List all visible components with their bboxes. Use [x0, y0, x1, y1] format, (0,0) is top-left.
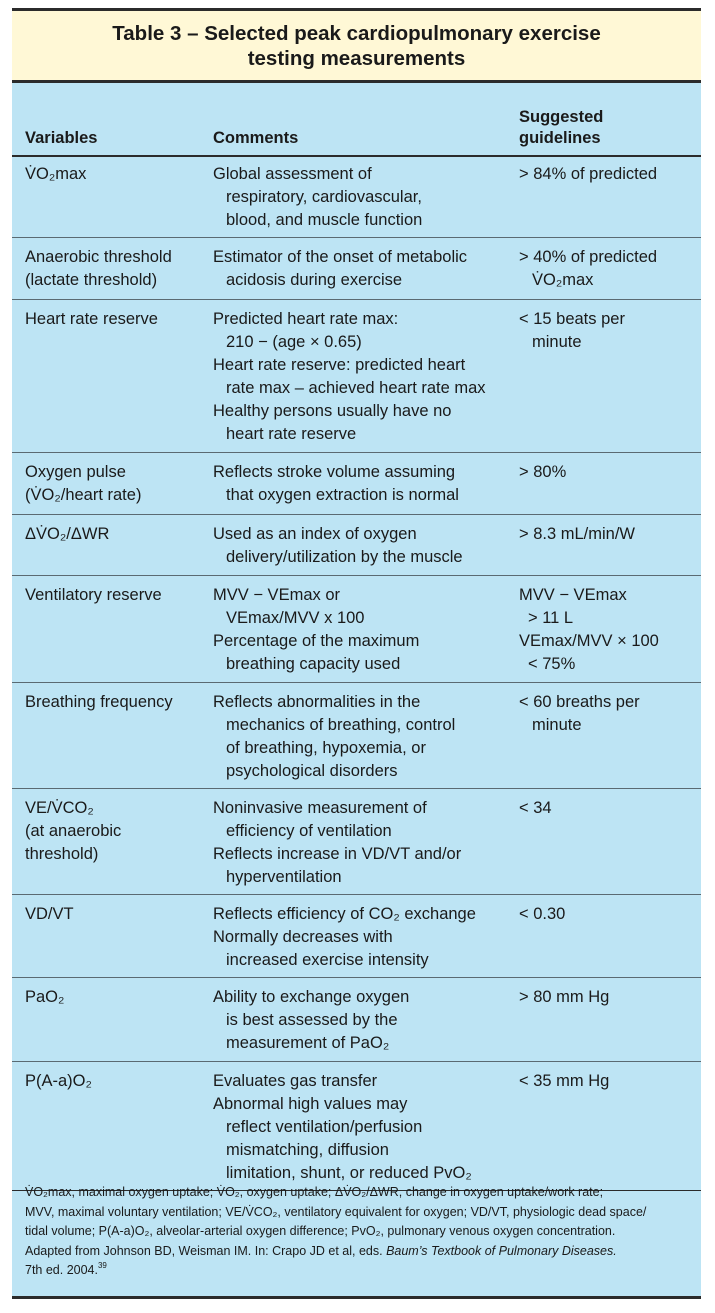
cell-line: Estimator of the onset of metabolic [213, 248, 468, 266]
cell-line: Ability to exchange oxygen [213, 988, 410, 1006]
cell-line: (V̇O₂/heart rate) [25, 486, 142, 504]
cell-line: minute [532, 716, 582, 734]
cell-line: acidosis during exercise [226, 271, 403, 289]
guidelines-cell [519, 461, 694, 484]
table-row [12, 515, 701, 576]
cell-line: < 34 [519, 799, 552, 817]
cell-line: PaO₂ [25, 988, 65, 1006]
cell-line: measurement of PaO₂ [226, 1034, 390, 1052]
comments-cell [213, 691, 513, 783]
footnote-edition: 7th ed. 2004. [25, 1263, 98, 1277]
cell-line: mechanics of breathing, control [226, 716, 456, 734]
cell-line: Reflects stroke volume assuming [213, 463, 456, 481]
cell-line: (at anaerobic [25, 822, 122, 840]
cell-line: that oxygen extraction is normal [226, 486, 459, 504]
cell-line: VE/V̇CO₂ [25, 799, 94, 817]
comments-cell [213, 986, 513, 1055]
cell-line: P(A-a)O₂ [25, 1072, 92, 1090]
comments-cell [213, 1070, 513, 1185]
cell-line: Heart rate reserve [25, 310, 158, 328]
cell-line: < 75% [528, 655, 576, 673]
cell-line: < 15 beats per [519, 310, 625, 328]
comments-cell [213, 163, 513, 232]
comments-cell [213, 523, 513, 569]
header-comments: Comments [213, 129, 299, 147]
footnote-line [25, 1261, 693, 1281]
variable-cell [25, 797, 205, 866]
guidelines-cell [519, 797, 694, 820]
cell-line: > 8.3 mL/min/W [519, 525, 635, 543]
cell-line: Heart rate reserve: predicted heart [213, 356, 466, 374]
cell-line: rate max – achieved heart rate max [226, 379, 486, 397]
cell-line: mismatching, diffusion [226, 1141, 389, 1159]
header-guidelines-line-1: Suggested [519, 108, 604, 126]
variable-cell [25, 986, 205, 1009]
header-guidelines-line-2: guidelines [519, 129, 601, 147]
table-title [12, 11, 701, 83]
cell-line: psychological disorders [226, 762, 398, 780]
footnote-line [25, 1242, 693, 1262]
variable-cell [25, 163, 205, 186]
comments-cell [213, 246, 513, 292]
cell-line: hyperventilation [226, 868, 342, 886]
cell-line: Ventilatory reserve [25, 586, 162, 604]
variable-cell [25, 1070, 205, 1093]
cell-line: MVV − VEmax [519, 586, 627, 604]
cell-line: < 35 mm Hg [519, 1072, 610, 1090]
cell-line: ΔV̇O₂/ΔWR [25, 525, 110, 543]
cell-line: > 11 L [528, 609, 574, 627]
cell-line: Percentage of the maximum [213, 632, 420, 650]
table-row [12, 895, 701, 978]
cell-line: Evaluates gas transfer [213, 1072, 378, 1090]
cell-line: < 0.30 [519, 905, 566, 923]
guidelines-cell [519, 163, 694, 186]
cell-line: VD/VT [25, 905, 74, 923]
cell-line: Reflects efficiency of CO₂ exchange [213, 905, 476, 923]
cell-line: 210 − (age × 0.65) [226, 333, 362, 351]
guidelines-cell [519, 584, 694, 676]
guidelines-cell [519, 691, 694, 737]
cell-line: heart rate reserve [226, 425, 357, 443]
comments-cell [213, 797, 513, 889]
comments-cell [213, 461, 513, 507]
variable-cell [25, 246, 205, 292]
cell-line: reflect ventilation/perfusion [226, 1118, 423, 1136]
table-row [12, 1062, 701, 1191]
variable-cell [25, 461, 205, 507]
cell-line: > 80% [519, 463, 567, 481]
cell-line: Global assessment of [213, 165, 372, 183]
table-row [12, 683, 701, 789]
variable-cell [25, 691, 205, 714]
variable-cell [25, 903, 205, 926]
cell-line: > 80 mm Hg [519, 988, 610, 1006]
variable-cell [25, 308, 205, 331]
footnote-line: MVV, maximal voluntary ventilation; VE/V̇CO₂, ventilatory equivalent for oxygen; VD/VT, physiologic dead space/ [25, 1204, 647, 1219]
cell-line: breathing capacity used [226, 655, 401, 673]
cell-line: Breathing frequency [25, 693, 173, 711]
title-line-2: testing measurements [247, 46, 466, 70]
guidelines-cell [519, 986, 694, 1009]
cell-line: threshold) [25, 845, 99, 863]
footnote-line: V̇O₂max, maximal oxygen uptake; V̇O₂, oxygen uptake; ΔV̇O₂/ΔWR, change in oxygen uptake/work rate; [25, 1185, 604, 1199]
variable-cell [25, 523, 205, 546]
cell-line: Reflects increase in VD/VT and/or [213, 845, 462, 863]
cell-line: > 84% of predicted [519, 165, 658, 183]
guidelines-cell [519, 523, 694, 546]
footnote-book-title: Baum’s Textbook of Pulmonary Diseases. [386, 1243, 617, 1258]
cell-line: Normally decreases with [213, 928, 393, 946]
guidelines-cell [519, 308, 694, 354]
cell-line: minute [532, 333, 582, 351]
cell-line: efficiency of ventilation [226, 822, 392, 840]
cell-line: Oxygen pulse [25, 463, 126, 481]
guidelines-cell [519, 246, 694, 292]
guidelines-cell [519, 903, 694, 926]
cell-line: VEmax/MVV × 100 [519, 632, 659, 650]
footnote-citation-text: Adapted from Johnson BD, Weisman IM. In: Crapo JD et al, eds. [25, 1243, 383, 1258]
cell-line: MVV − VEmax or [213, 586, 340, 604]
footnote-line: tidal volume; P(A-a)O₂, alveolar-arterial oxygen difference; PvO₂, pulmonary venous oxygen concentration. [25, 1224, 616, 1238]
cell-line: Noninvasive measurement of [213, 799, 427, 817]
guidelines-cell [519, 1070, 694, 1093]
cell-line: increased exercise intensity [226, 951, 429, 969]
cell-line: is best assessed by the [226, 1011, 398, 1029]
table-row [12, 576, 701, 683]
cell-line: V̇O₂max [532, 271, 594, 289]
cell-line: Abnormal high values may [213, 1095, 408, 1113]
cell-line: VEmax/MVV x 100 [226, 609, 365, 627]
cell-line: V̇O₂max [25, 165, 87, 183]
header-variables: Variables [25, 129, 98, 147]
comments-cell [213, 308, 513, 446]
cell-line: respiratory, cardiovascular, [226, 188, 422, 206]
cell-line: Anaerobic threshold [25, 248, 172, 266]
cell-line: Healthy persons usually have no [213, 402, 452, 420]
cell-line: limitation, shunt, or reduced PvO₂ [226, 1164, 472, 1182]
table-header [12, 93, 701, 157]
cell-line: Used as an index of oxygen [213, 525, 417, 543]
table-row [12, 453, 701, 515]
variable-cell [25, 584, 205, 607]
table-row [12, 789, 701, 895]
table-row [12, 238, 701, 300]
table-frame [12, 8, 701, 1299]
table-row [12, 300, 701, 453]
table-footnote [25, 1183, 693, 1281]
cell-line: > 40% of predicted [519, 248, 658, 266]
cell-line: Reflects abnormalities in the [213, 693, 421, 711]
cell-line: < 60 breaths per [519, 693, 640, 711]
comments-cell [213, 903, 513, 972]
cell-line: blood, and muscle function [226, 211, 423, 229]
table-row [12, 155, 701, 238]
cell-line: Predicted heart rate max: [213, 310, 399, 328]
cell-line: (lactate threshold) [25, 271, 158, 289]
header-guidelines [519, 107, 694, 149]
comments-cell [213, 584, 513, 676]
table-row [12, 978, 701, 1062]
cell-line: of breathing, hypoxemia, or [226, 739, 426, 757]
footnote-reference-number: 39 [97, 1261, 107, 1270]
cell-line: delivery/utilization by the muscle [226, 548, 463, 566]
title-line-1: Table 3 – Selected peak cardiopulmonary exercise [112, 21, 601, 45]
